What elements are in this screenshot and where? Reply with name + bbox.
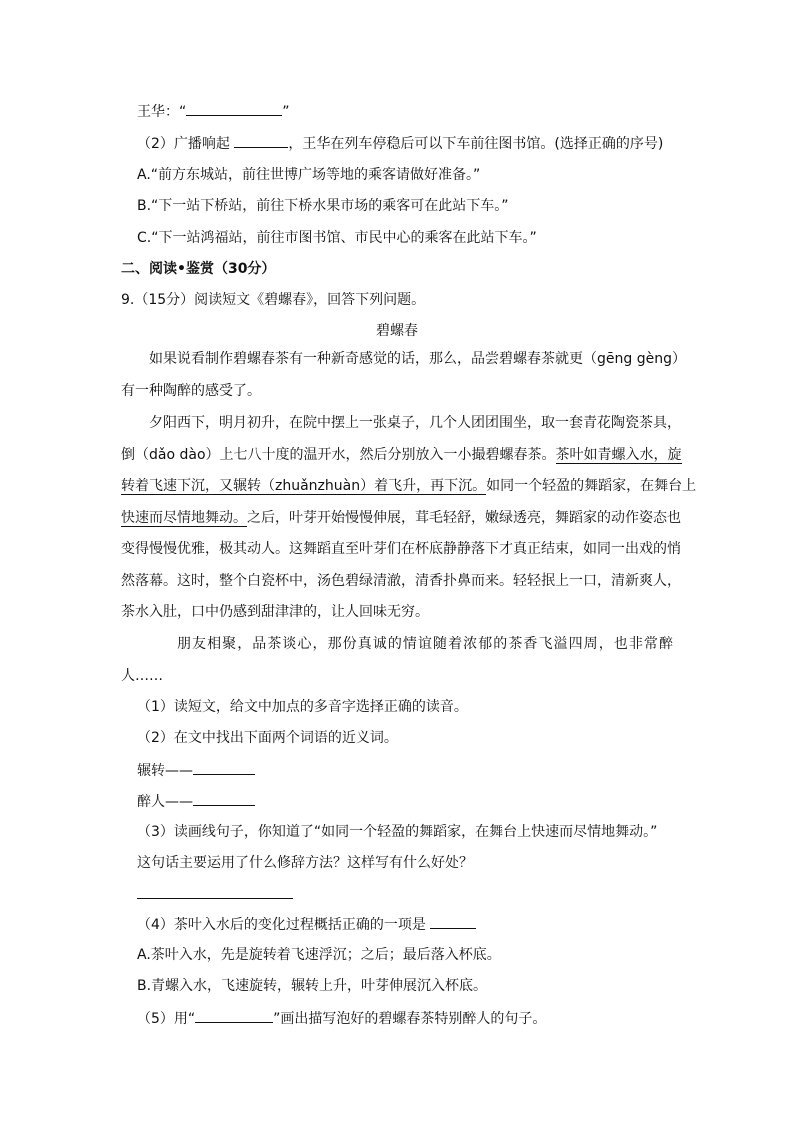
synonym-word-1: 辗转—— xyxy=(137,763,193,779)
q9-sub5 xyxy=(137,1008,546,1029)
q9-sub1: （1）读短文，给文中加点的多音字选择正确的读音。 xyxy=(137,699,468,715)
p2-row-5: 变得慢慢优雅，极其动人。这舞蹈直至叶芽们在杯底静静落下才真正结束，如同一出戏的悄 xyxy=(121,541,681,557)
wanghua-close-quote: ” xyxy=(282,104,290,120)
q8-option-a: A.“前方东城站，前往世博广场等地的乘客请做好准备。” xyxy=(137,167,481,183)
synonym-blank-1[interactable] xyxy=(193,760,255,775)
wanghua-answer-line xyxy=(137,101,290,122)
q9-sub2: （2）在文中找出下面两个词语的近义词。 xyxy=(137,730,398,746)
q8-sub2-tail: ，王华在列车停稳后可以下车前往图书馆。(选择正确的序号) xyxy=(288,136,664,152)
p2-row-2-plain: 倒（dǎo dào）上七八十度的温开水，然后分别放入一小撮碧螺春茶。 xyxy=(121,446,556,463)
p3-row-2: 人…… xyxy=(121,667,163,684)
article-title: 碧螺春 xyxy=(376,323,418,339)
q9-stem: 9.（15分）阅读短文《碧螺春》，回答下列问题。 xyxy=(121,292,426,308)
article-paragraph-1 xyxy=(121,344,686,407)
q9-sub3-row-1: （3）读画线句子，你知道了“如同一个轻盈的舞蹈家，在舞台上快速而尽情地舞动。” xyxy=(137,824,658,840)
q8-sub2-text: （2）广播响起 xyxy=(137,136,230,152)
underlined-sentence-part-1: 茶叶如青螺入水，旋 xyxy=(555,446,682,463)
underlined-sentence-part-3: 快速而尽情地舞动。 xyxy=(121,509,247,526)
wanghua-label: 王华：“ xyxy=(137,104,187,120)
p2-row-4-plain: 之后，叶芽开始慢慢伸展，茸毛轻舒，嫩绿透亮，舞蹈家的动作姿态也 xyxy=(247,509,681,526)
q9-sub4-blank[interactable] xyxy=(430,914,476,929)
q9-sub3-row-2: 这句话主要运用了什么修辞方法？这样写有什么好处？ xyxy=(137,855,473,871)
q9-sub5-tail: ”画出描写泡好的碧螺春茶特别醉人的句子。 xyxy=(273,1011,547,1027)
q9-sub4-text: （4）茶叶入水后的变化过程概括正确的一项是 xyxy=(137,917,426,933)
article-paragraph-3 xyxy=(121,629,673,692)
p2-row-2 xyxy=(121,440,682,472)
p2-row-1: 夕阳西下，明月初升，在院中摆上一张桌子，几个人团团围坐，取一套青花陶瓷茶具， xyxy=(149,415,681,431)
q9-sub3-answer-blank[interactable] xyxy=(137,898,293,899)
section-two-heading: 二、阅读•鉴赏（30分） xyxy=(121,261,276,277)
q8-option-c: C.“下一站鸿福站，前往市图书馆、市民中心的乘客在此站下车。” xyxy=(137,230,537,246)
p3-row-1: 朋友相聚，品茶谈心，那份真诚的情谊随着浓郁的茶香飞溢四周，也非常醉 xyxy=(177,636,673,652)
q9-sub4-option-b: B.青螺入水，飞速旋转，辗转上升，叶芽伸展沉入杯底。 xyxy=(137,978,488,994)
synonym-blank-2[interactable] xyxy=(193,791,255,806)
p1-row-2: 有一种陶醉的感受了。 xyxy=(121,382,261,399)
p2-row-6: 然落幕。这时，整个白瓷杯中，汤色碧绿清澈，清香扑鼻而来。轻轻抿上一口，清新爽人， xyxy=(121,572,681,589)
p2-row-7: 茶水入肚，口中仍感到甜津津的，让人回味无穷。 xyxy=(121,604,429,620)
q9-sub4 xyxy=(137,914,476,935)
p2-row-3 xyxy=(121,471,697,503)
q9-sub5-blank[interactable] xyxy=(195,1008,273,1023)
synonym-line-2 xyxy=(137,791,255,812)
synonym-line-1 xyxy=(137,760,255,781)
wanghua-answer-blank[interactable] xyxy=(186,101,282,116)
p2-row-3-plain: 如同一个轻盈的舞蹈家，在舞台上 xyxy=(486,478,697,494)
synonym-word-2: 醉人—— xyxy=(137,794,193,810)
p1-row-1: 如果说看制作碧螺春茶有一种新奇感觉的话，那么，品尝碧螺春茶就更（gēng gèng） xyxy=(149,351,686,367)
q8-sub2-blank[interactable] xyxy=(234,133,288,148)
q8-sub2 xyxy=(137,133,663,154)
p2-row-4 xyxy=(121,503,681,535)
underlined-sentence-part-2: 转着飞速下沉，又辗转（zhuǎnzhuàn）着飞升，再下沉。 xyxy=(121,478,487,494)
q9-sub5-head: （5）用“ xyxy=(137,1011,196,1027)
q9-sub4-option-a: A.茶叶入水，先是旋转着飞速浮沉；之后；最后落入杯底。 xyxy=(137,947,501,963)
article-paragraph-2 xyxy=(121,408,697,629)
q8-option-b: B.“下一站下桥站，前往下桥水果市场的乘客可在此站下车。” xyxy=(137,198,509,214)
